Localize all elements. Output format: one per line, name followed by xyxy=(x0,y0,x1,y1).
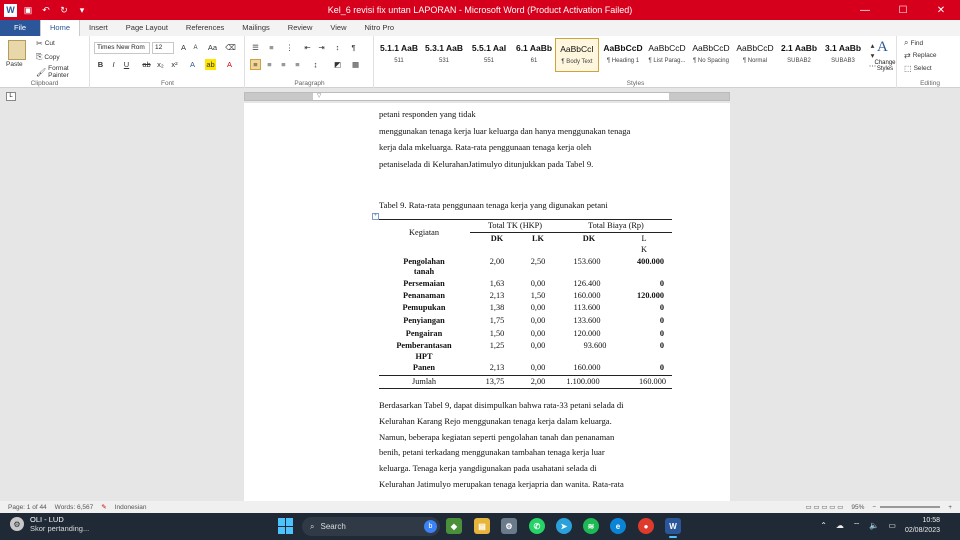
header-kegiatan: Kegiatan xyxy=(409,228,439,237)
cell-lk: 2,50 xyxy=(530,257,546,266)
cell-total-biaya-lk: 160.000 xyxy=(639,377,666,386)
table-caption: Tabel 9. Rata-rata penggunaan tenaga kerja yang digunakan petani xyxy=(379,200,608,210)
quick-access-toolbar xyxy=(0,3,120,17)
header-lk-biaya-k: K xyxy=(641,245,647,254)
text-line: menggunakan tenaga kerja luar keluarga dan hanya menggunakan tenaga xyxy=(379,125,631,136)
tab-home[interactable]: Home xyxy=(40,20,80,36)
style-subab3[interactable] xyxy=(821,38,865,72)
borders-icon[interactable]: ▦ xyxy=(351,60,360,69)
align-right-icon[interactable]: ≡ xyxy=(281,60,286,69)
cell-biaya-lk: 0 xyxy=(659,316,664,325)
cell-kegiatan: Panen xyxy=(412,363,436,372)
header-dk: DK xyxy=(490,234,504,243)
volume-icon[interactable]: 🔈 xyxy=(869,521,880,530)
change-case-icon[interactable]: Aa xyxy=(207,43,218,52)
style-name: ¶ Body Text xyxy=(561,59,593,65)
cell-biaya-dk: 126.400 xyxy=(573,279,601,288)
text-line: Kelurahan Karang Rejo menggunakan tenaga kerja dalam keluarga. xyxy=(379,415,612,426)
tab-review[interactable]: Review xyxy=(287,23,313,32)
brush-icon: 🖌 xyxy=(36,67,47,77)
wifi-icon[interactable]: ⌔ xyxy=(852,520,861,530)
zoom-out-icon[interactable]: − xyxy=(872,503,877,511)
cell-dk: 1,50 xyxy=(489,329,505,338)
align-left-icon[interactable]: ≡ xyxy=(250,59,261,70)
multilevel-list-icon[interactable]: ⋮ xyxy=(285,43,294,52)
styles-group-label: Styles xyxy=(626,80,645,87)
clock-date: 02/08/2023 xyxy=(904,526,940,534)
style-551[interactable] xyxy=(467,38,511,72)
cell-kegiatan: Pengairan xyxy=(405,329,443,338)
redo-icon[interactable]: ↻ xyxy=(60,4,68,15)
tab-insert[interactable]: Insert xyxy=(89,23,108,32)
clear-format-icon[interactable]: ⌫ xyxy=(225,43,236,52)
select-button[interactable] xyxy=(904,64,932,73)
text-line: kerja dala mkeluarga. Rata-rata penggunaan tenaga kerja oleh xyxy=(379,142,592,153)
cell-total-lk: 2,00 xyxy=(530,377,546,386)
taskbar-search[interactable] xyxy=(302,517,440,536)
proofing-icon[interactable]: ✎ xyxy=(101,504,107,511)
style-preview: 5.5.1 AaI xyxy=(471,43,507,53)
cell-biaya-dk: 133.600 xyxy=(573,316,601,325)
cell-lk: 0,00 xyxy=(530,329,546,338)
cell-dk: 1,63 xyxy=(489,279,505,288)
right-margin xyxy=(669,93,729,100)
cell-biaya-dk: 120.000 xyxy=(573,329,601,338)
header-total-tk: Total TK (HKP) xyxy=(487,221,543,230)
text-line: Namun, beberapa kegiatan seperti pengolahan tanah dan penanaman xyxy=(379,431,615,442)
ribbon xyxy=(0,36,960,88)
style-preview: 2.1 AaBb xyxy=(780,43,818,53)
sort-icon[interactable]: ↕ xyxy=(335,43,340,52)
change-styles-button[interactable]: Change Styles xyxy=(874,60,896,72)
style-body-text[interactable] xyxy=(555,38,599,72)
cloud-icon[interactable]: ☁ xyxy=(835,521,844,530)
spotify-icon[interactable]: ≋ xyxy=(583,518,599,534)
cell-lk: 0,00 xyxy=(530,363,546,372)
minimize-button[interactable]: — xyxy=(860,4,870,16)
italic-icon[interactable]: I xyxy=(112,60,115,69)
cell-kegiatan: Pemupukan xyxy=(402,303,446,312)
header-lk-biaya-l: L xyxy=(641,234,647,243)
maximize-button[interactable]: ☐ xyxy=(898,4,908,16)
table-bottom-border xyxy=(379,388,672,389)
replace-button[interactable] xyxy=(904,51,937,60)
widgets-button[interactable] xyxy=(10,515,89,533)
tab-page-layout[interactable]: Page Layout xyxy=(125,23,168,32)
style-name: SUBAB2 xyxy=(787,58,811,64)
cell-biaya-dk: 160.000 xyxy=(573,363,601,372)
zoom-in-icon[interactable]: + xyxy=(948,503,952,511)
cell-biaya-dk: 93.600 xyxy=(583,341,607,350)
editing-group-label: Editing xyxy=(920,80,940,87)
bold-icon[interactable]: B xyxy=(97,60,104,69)
cell-lk: 1,50 xyxy=(530,291,546,300)
chevron-up-icon[interactable]: ⌃ xyxy=(820,521,827,530)
clipboard-group xyxy=(0,36,90,88)
style-preview: AaBbCcD xyxy=(692,43,730,53)
paste-icon[interactable] xyxy=(8,40,26,60)
subscript-icon[interactable]: x₂ xyxy=(157,60,164,69)
tab-mailings[interactable]: Mailings xyxy=(242,23,270,32)
style-no-spacing[interactable] xyxy=(689,38,733,72)
table-subheader-border xyxy=(470,232,672,233)
title-bar xyxy=(0,0,960,20)
shrink-font-icon[interactable]: A xyxy=(193,44,198,51)
cell-lk: 0,00 xyxy=(530,341,546,350)
cell-biaya-lk: 400.000 xyxy=(637,257,664,266)
style-preview: AaBbCcD xyxy=(736,43,774,53)
bullets-icon[interactable]: ☰ xyxy=(252,43,259,52)
ribbon-tabs xyxy=(0,20,960,36)
paragraph-2 xyxy=(379,398,679,493)
format-painter-button[interactable] xyxy=(36,65,89,79)
cell-biaya-dk: 160.000 xyxy=(573,291,601,300)
find-label: Find xyxy=(910,39,924,47)
style-name: ¶ Normal xyxy=(742,58,768,64)
close-button[interactable]: ✕ xyxy=(936,4,946,16)
tab-nitro-pro[interactable]: Nitro Pro xyxy=(364,23,395,32)
save-icon[interactable]: ▣ xyxy=(23,4,33,15)
cell-biaya-lk: 0 xyxy=(659,341,664,350)
pilcrow-icon[interactable]: ¶ xyxy=(351,43,356,52)
clock[interactable] xyxy=(905,516,940,535)
style-preview: 5.3.1 AaB xyxy=(425,43,463,53)
cut-button[interactable] xyxy=(36,39,55,48)
settings-icon[interactable]: ⚙ xyxy=(501,518,517,534)
tab-file[interactable]: File xyxy=(0,20,40,36)
bing-icon: b xyxy=(424,520,437,533)
sports-icon: ⚙ xyxy=(10,517,24,531)
status-bar xyxy=(0,501,960,513)
text-line: Kelurahan Jatimulyo merupakan tenaga kerjapria dan wanita. Rata-rata xyxy=(379,478,624,489)
cell-kegiatan: Pemberantasan xyxy=(396,341,452,350)
text-line: Berdasarkan Tabel 9, dapat disimpulkan bahwa rata-33 petani selada di xyxy=(379,400,624,410)
style-heading-1[interactable] xyxy=(601,38,645,72)
cell-biaya-lk: 0 xyxy=(659,363,664,372)
cell-lk: 0,00 xyxy=(530,279,546,288)
cell-dk: 1,75 xyxy=(489,316,505,325)
cell-biaya-lk: 0 xyxy=(659,303,664,312)
style-preview: AaBbCcI xyxy=(560,44,594,54)
paragraph-1 xyxy=(379,106,679,172)
battery-icon[interactable]: ▭ xyxy=(888,521,896,530)
styles-more-icon[interactable]: ⋯ xyxy=(868,61,877,70)
decrease-indent-icon[interactable]: ⇤ xyxy=(304,43,311,52)
text-effects-icon[interactable]: A xyxy=(189,60,195,69)
font-color-icon[interactable]: A xyxy=(226,60,232,69)
style-name: ¶ No Spacing xyxy=(693,58,729,64)
cell-dk: 1,25 xyxy=(489,341,505,350)
zoom-level[interactable]: 95% xyxy=(851,503,865,511)
style-list-paragraph[interactable] xyxy=(645,38,689,72)
cell-biaya-dk: 153.600 xyxy=(573,257,601,266)
binoculars-icon: ⌕ xyxy=(904,38,909,47)
cell-kegiatan: Penyiangan xyxy=(403,316,445,325)
cell-biaya-lk: 120.000 xyxy=(637,291,664,300)
horizontal-ruler[interactable] xyxy=(244,92,730,101)
select-label: Select xyxy=(913,65,932,72)
word-taskbar-icon[interactable]: W xyxy=(665,518,681,534)
scissors-icon: ✂ xyxy=(36,39,43,48)
clipboard-group-label: Clipboard xyxy=(30,80,59,87)
style-preview: AaBbCcD xyxy=(648,43,686,53)
cell-kegiatan: HPT xyxy=(415,352,433,361)
table-total-border xyxy=(379,375,672,376)
style-name: 511 xyxy=(394,58,404,64)
paragraph-group xyxy=(246,36,374,88)
cell-dk: 1,38 xyxy=(489,303,505,312)
copy-icon: ⎘ xyxy=(36,52,43,61)
cell-biaya-lk: 0 xyxy=(659,329,664,338)
tab-view[interactable]: View xyxy=(330,23,347,32)
font-group-label: Font xyxy=(160,80,174,87)
text-line: petani responden yang tidak xyxy=(379,109,476,119)
change-styles-group xyxy=(868,36,900,88)
cell-kegiatan: Pengolahan xyxy=(403,257,445,266)
style-name: ¶ List Parag... xyxy=(648,58,686,64)
style-name: 61 xyxy=(530,58,538,64)
search-label: Search xyxy=(320,522,346,531)
shading-icon[interactable]: ◩ xyxy=(333,60,342,69)
header-total-biaya: Total Biaya (Rp) xyxy=(588,221,644,230)
cell-biaya-lk: 0 xyxy=(659,279,664,288)
cell-dk: 2,00 xyxy=(489,257,505,266)
find-button[interactable] xyxy=(904,38,923,48)
search-icon: ⌕ xyxy=(310,521,315,531)
styles-scroll-down-icon[interactable]: ▾ xyxy=(870,51,875,60)
system-tray xyxy=(820,516,940,535)
cursor-icon: ⬚ xyxy=(904,64,912,73)
style-subab2[interactable] xyxy=(777,38,821,72)
cell-total-biaya-dk: 1.100.000 xyxy=(566,377,600,386)
zoom-slider[interactable] xyxy=(880,506,940,508)
text-line: benih, petani terkadang menggunakan tambahan tenaga kerja luar xyxy=(379,447,605,458)
edge-icon[interactable]: e xyxy=(610,518,626,534)
chrome-icon[interactable]: ● xyxy=(638,518,654,534)
header-lk: LK xyxy=(532,234,544,243)
word-app-icon[interactable]: W xyxy=(4,4,17,17)
cell-dk: 2,13 xyxy=(489,291,505,300)
customize-toolbar-icon[interactable]: ▾ xyxy=(79,4,85,15)
line-spacing-icon[interactable]: ↨ xyxy=(313,60,318,69)
window-title: Kel_6 revisi fix untan LAPORAN - Microsoft Word (Product Activation Failed) xyxy=(327,5,633,15)
style-name: SUBAB3 xyxy=(831,58,855,64)
cell-lk: 0,00 xyxy=(530,303,546,312)
clock-time: 10:58 xyxy=(922,517,940,524)
font-name-select[interactable]: Times New Rom xyxy=(94,42,150,54)
start-button[interactable] xyxy=(278,518,294,534)
cell-biaya-dk: 113.600 xyxy=(573,303,601,312)
copy-button[interactable] xyxy=(36,52,60,62)
style-preview: 5.1.1 AaB xyxy=(380,43,418,53)
style-name: 531 xyxy=(438,58,449,64)
style-name: 551 xyxy=(483,58,494,64)
superscript-icon[interactable]: x² xyxy=(171,60,178,69)
style-531[interactable] xyxy=(422,38,466,72)
whatsapp-icon[interactable]: ✆ xyxy=(529,518,545,534)
style-normal[interactable] xyxy=(733,38,777,72)
underline-icon[interactable]: U xyxy=(123,60,130,69)
highlight-icon[interactable]: ab xyxy=(206,60,215,69)
format-painter-label: Format Painter xyxy=(48,65,69,79)
font-size-select[interactable]: 12 xyxy=(152,42,174,54)
tab-references[interactable]: References xyxy=(185,23,225,32)
tab-selector-icon[interactable]: L xyxy=(6,92,16,101)
style-preview: 6.1 AaBb xyxy=(515,43,553,53)
paste-button[interactable]: Paste xyxy=(6,61,23,68)
copy-label: Copy xyxy=(44,53,60,61)
style-name: ¶ Heading 1 xyxy=(606,58,640,64)
cell-kegiatan: tanah xyxy=(413,267,435,276)
cell-kegiatan: Persemaian xyxy=(403,279,445,288)
file-explorer-icon[interactable]: ▤ xyxy=(474,518,490,534)
widget-subtitle: Skor pertanding... xyxy=(30,524,90,533)
undo-icon[interactable]: ↶ xyxy=(42,4,50,15)
strikethrough-icon[interactable]: ab xyxy=(142,60,151,69)
numbering-icon[interactable]: ≡ xyxy=(269,43,274,52)
page-count[interactable]: Page: 1 of 44 xyxy=(8,503,47,511)
cell-total-dk: 13,75 xyxy=(485,377,505,386)
increase-indent-icon[interactable]: ⇥ xyxy=(318,43,325,52)
style-511[interactable] xyxy=(377,38,421,72)
widget-title: OLI - LUD xyxy=(30,515,64,524)
text-line: petaniselada di KelurahanJatimulyo ditunjukkan pada Tabel 9. xyxy=(379,158,594,169)
cell-lk: 0,00 xyxy=(530,316,546,325)
ruler-bar xyxy=(0,89,960,103)
align-center-icon[interactable]: ≡ xyxy=(267,60,272,69)
cell-dk: 2,13 xyxy=(489,363,505,372)
style-61[interactable] xyxy=(512,38,556,72)
indent-marker-icon[interactable]: ▽ xyxy=(317,93,322,99)
table-move-handle-icon[interactable]: + xyxy=(373,213,378,219)
cell-kegiatan: Penanaman xyxy=(403,291,445,300)
header-dk-biaya: DK xyxy=(582,234,596,243)
styles-scroll-up-icon[interactable]: ▴ xyxy=(870,41,875,50)
taskbar xyxy=(0,513,960,540)
font-group xyxy=(91,36,245,88)
style-preview: 3.1 AaBb xyxy=(824,43,862,53)
left-margin xyxy=(245,93,313,100)
replace-label: Replace xyxy=(912,52,937,59)
view-buttons-icon[interactable]: ▭ ▭ ▭ ▭ ▭ xyxy=(805,504,844,511)
justify-icon[interactable]: ≡ xyxy=(295,60,300,69)
edge-dev-icon[interactable]: ◆ xyxy=(446,518,462,534)
language-indicator[interactable]: Indonesian xyxy=(114,503,147,511)
document-page[interactable] xyxy=(244,103,730,501)
editing-group xyxy=(900,36,960,88)
cut-label: Cut xyxy=(44,40,55,47)
change-styles-icon[interactable]: A xyxy=(877,39,888,55)
paragraph-group-label: Paragraph xyxy=(294,80,325,87)
replace-icon: ⇄ xyxy=(904,51,911,60)
styles-group xyxy=(375,36,897,88)
word-count[interactable]: Words: 6,567 xyxy=(54,503,94,511)
telegram-icon[interactable]: ➤ xyxy=(556,518,572,534)
style-preview: AaBbCcD xyxy=(603,43,643,53)
table-top-border xyxy=(379,219,672,220)
grow-font-icon[interactable]: A xyxy=(180,43,186,52)
text-line: keluarga. Tenaga kerja yangdigunakan pada usahatani selada di xyxy=(379,463,597,474)
cell-jumlah: Jumlah xyxy=(412,377,436,386)
window-controls xyxy=(846,0,960,20)
